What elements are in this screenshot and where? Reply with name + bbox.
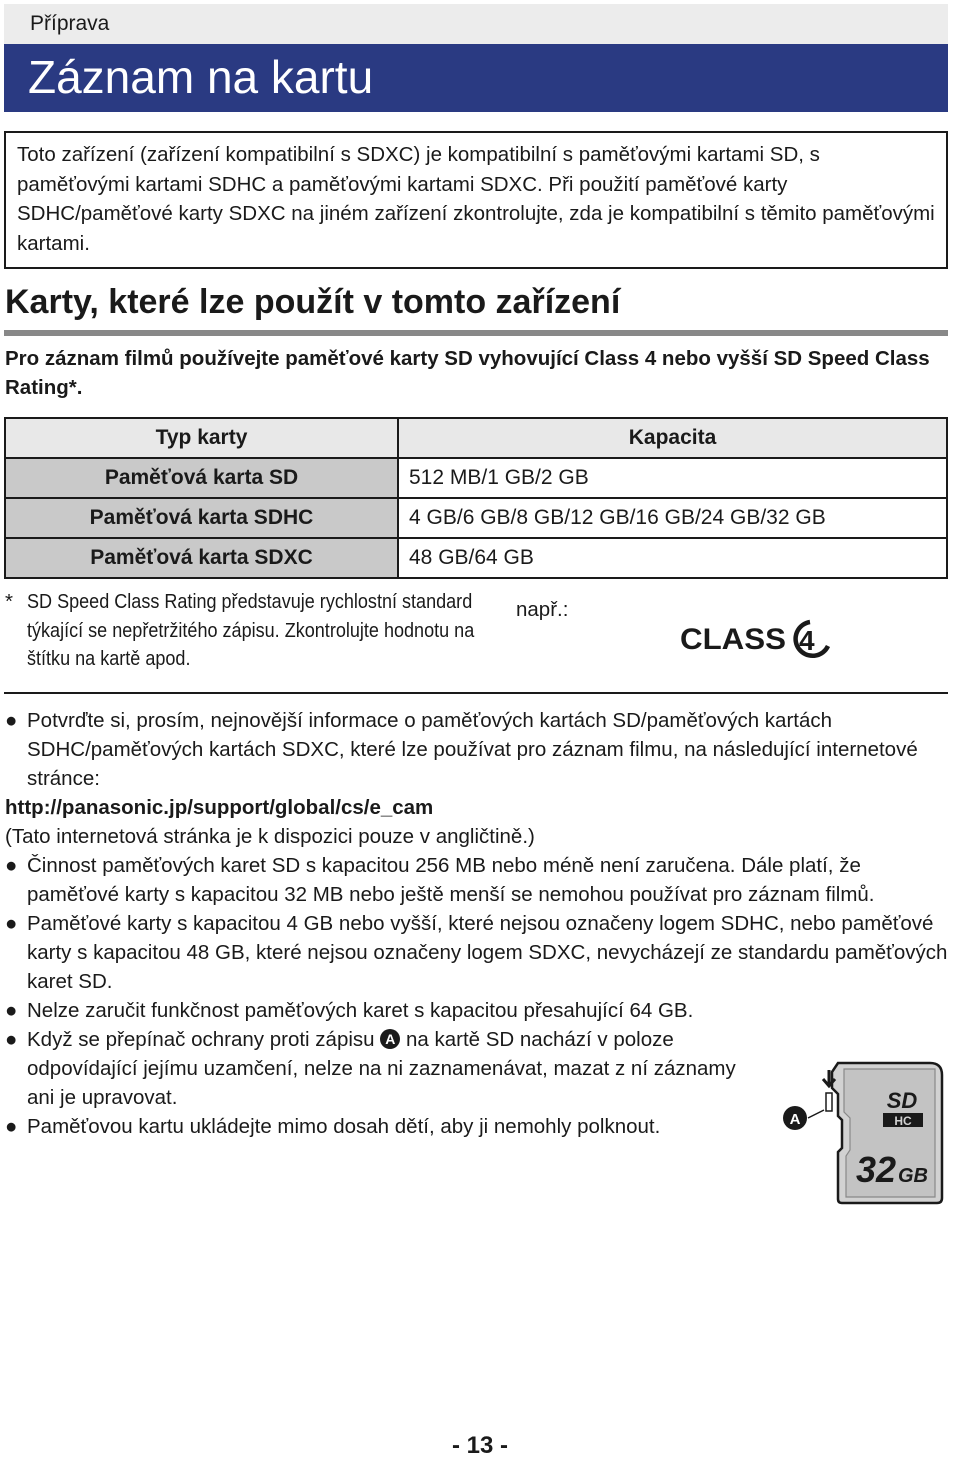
list-item	[5, 996, 950, 1025]
footnote-star: *	[5, 590, 13, 613]
section-intro: Pro záznam filmů používejte paměťové karty SD vyhovující Class 4 nebo vyšší SD Speed Class Rating*.	[5, 347, 930, 399]
capacity-unit: GB	[898, 1165, 928, 1187]
bullet-text: Potvrďte si, prosím, nejnovější informace o paměťových kartách SD/paměťových kartách SDHC/paměťových kartách SDXC, které lze používat pro záznam filmu, na následující internetové stránce:	[27, 709, 918, 790]
class-logo-number: 4	[799, 625, 815, 656]
section-heading: Karty, které lze použít v tomto zařízení	[5, 283, 621, 321]
class-4-logo-icon	[680, 616, 832, 662]
table-row	[5, 498, 947, 538]
bullet-text: Když se přepínač ochrany proti zápisu	[27, 1028, 375, 1051]
write-protect-switch	[826, 1093, 832, 1111]
example-label: např.:	[516, 598, 569, 621]
footnote-text: SD Speed Class Rating představuje rychlostní standard týkající se nepřetržitého zápisu. Zkontrolujte hodnotu na štítku na kartě apod.	[27, 590, 475, 670]
separator-line	[4, 692, 948, 694]
card-type: Paměťová karta SD	[5, 458, 398, 498]
footnote	[5, 588, 485, 674]
bullet-text: na kartě SD nachází v poloze odpovídající jejímu uzamčení, nelze na ni zaznamenávat, mazat z ní záznamy ani je upravovat.	[27, 1028, 736, 1109]
bullet-text: Činnost paměťových karet SD s kapacitou 256 MB nebo méně není zaručena. Dále platí, že paměťové karty s kapacitou 32 MB nebo ještě menší se nemohou používat pro záznam filmů.	[27, 854, 875, 906]
bullet-text: Nelze zaručit funkčnost paměťových karet s kapacitou přesahující 64 GB.	[27, 999, 694, 1022]
page-number: - 13 -	[451, 1432, 508, 1459]
list-item	[5, 909, 950, 996]
notice-text: Toto zařízení (zařízení kompatibilní s SDXC) je kompatibilní s paměťovými kartami SD, s paměťovými kartami SDHC a paměťovými kartami SDXC. Při použití paměťové karty SDHC/paměťové karty SDXC na jiném zařízení zkontrolujte, zda je kompatibilní s těmito paměťovými kartami.	[17, 143, 935, 255]
table-row	[5, 458, 947, 498]
page-title: Záznam na kartu	[28, 51, 374, 103]
table-header-type: Typ karty	[5, 418, 398, 458]
bullet-text: Paměťové karty s kapacitou 4 GB nebo vyšší, které nejsou označeny logem SDHC, nebo paměťové karty s kapacitou 48 GB, které nejsou označeny logem SDXC, nevycházejí ze standardu paměťových karet SD.	[27, 912, 948, 993]
bullet-dot: ●	[5, 999, 18, 1022]
capacity-number: 32	[856, 1149, 897, 1190]
table-header-capacity: Kapacita	[398, 418, 947, 458]
class-logo-text: CLASS	[680, 623, 786, 656]
bullet-dot: ●	[5, 854, 18, 877]
list-item	[5, 1025, 762, 1112]
table-header-row	[5, 418, 947, 458]
card-table	[4, 417, 948, 579]
card-capacity: 512 MB/1 GB/2 GB	[398, 458, 947, 498]
marker-a-icon: A	[380, 1029, 400, 1049]
sd-card-illustration	[780, 1060, 950, 1205]
hc-logo-text: HC	[894, 1114, 912, 1128]
url-note: (Tato internetová stránka je k dispozici pouze v angličtině.)	[5, 825, 535, 848]
sd-logo-text: SD	[886, 1088, 918, 1113]
marker-a-label: A	[789, 1111, 801, 1128]
section-label: Příprava	[30, 12, 110, 35]
card-capacity: 4 GB/6 GB/8 GB/12 GB/16 GB/24 GB/32 GB	[398, 498, 947, 538]
table-row	[5, 538, 947, 578]
list-item	[5, 851, 950, 909]
bullet-dot: ●	[5, 1028, 18, 1051]
support-url: http://panasonic.jp/support/global/cs/e_cam	[5, 796, 434, 819]
list-item	[5, 706, 950, 851]
marker-pointer-line	[808, 1110, 824, 1118]
bullet-text: Paměťovou kartu ukládejte mimo dosah dětí, aby ji nemohly polknout.	[27, 1115, 661, 1138]
bullet-dot: ●	[5, 709, 18, 732]
card-type: Paměťová karta SDXC	[5, 538, 398, 578]
heading-rule	[4, 330, 948, 336]
bullet-dot: ●	[5, 1115, 18, 1138]
card-type: Paměťová karta SDHC	[5, 498, 398, 538]
card-capacity: 48 GB/64 GB	[398, 538, 947, 578]
bullet-dot: ●	[5, 912, 18, 935]
